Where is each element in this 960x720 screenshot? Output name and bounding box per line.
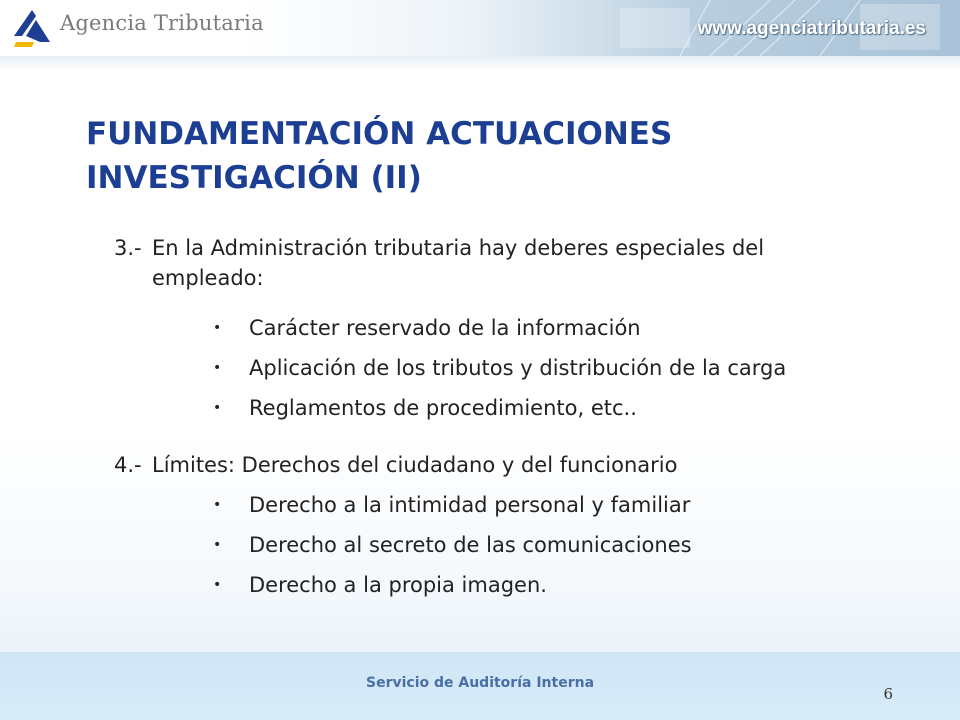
bullet-item — [213, 530, 913, 570]
point-3 — [114, 233, 874, 293]
bullet-item — [213, 353, 913, 393]
page-number: 6 — [883, 685, 893, 703]
bullet-icon: • — [213, 320, 222, 336]
point-text: En la Administración tributaria hay deberes especiales del empleado: — [152, 236, 765, 290]
header-shadow — [0, 56, 960, 70]
bullet-icon: • — [213, 400, 222, 416]
bullet-text: Derecho al secreto de las comunicaciones — [249, 533, 692, 557]
footer-department: Servicio de Auditoría Interna — [365, 675, 595, 691]
bullet-text: Derecho a la intimidad personal y familiar — [249, 493, 691, 517]
bullet-icon: • — [213, 577, 222, 593]
slide-title-line-2: INVESTIGACIÓN (II) — [86, 160, 422, 196]
bullet-text: Reglamentos de procedimiento, etc.. — [249, 396, 637, 420]
agencia-tributaria-logo-icon — [12, 6, 52, 48]
slide-title-line-1: FUNDAMENTACIÓN ACTUACIONES — [86, 116, 673, 152]
website-url[interactable]: www.agenciatributaria.es — [697, 18, 926, 39]
bullet-item — [213, 570, 913, 610]
bullet-item — [213, 393, 913, 433]
bullet-text: Aplicación de los tributos y distribución de la carga — [249, 356, 787, 380]
point-number: 4.- — [114, 453, 142, 477]
point-4 — [114, 450, 874, 480]
bullet-text: Carácter reservado de la información — [249, 316, 641, 340]
organization-name: Agencia Tributaria — [60, 11, 264, 35]
bullet-item — [213, 313, 913, 353]
footer-bar — [0, 652, 960, 720]
bullet-text: Derecho a la propia imagen. — [249, 573, 547, 597]
slide-title — [86, 112, 906, 200]
point-3-bullet-list — [213, 313, 913, 433]
bullet-item — [213, 490, 913, 530]
point-text: Límites: Derechos del ciudadano y del funcionario — [152, 453, 678, 477]
header-banner — [0, 0, 960, 56]
bullet-icon: • — [213, 537, 222, 553]
point-4-bullet-list — [213, 490, 913, 610]
bullet-icon: • — [213, 497, 222, 513]
point-number: 3.- — [114, 236, 142, 260]
bullet-icon: • — [213, 360, 222, 376]
